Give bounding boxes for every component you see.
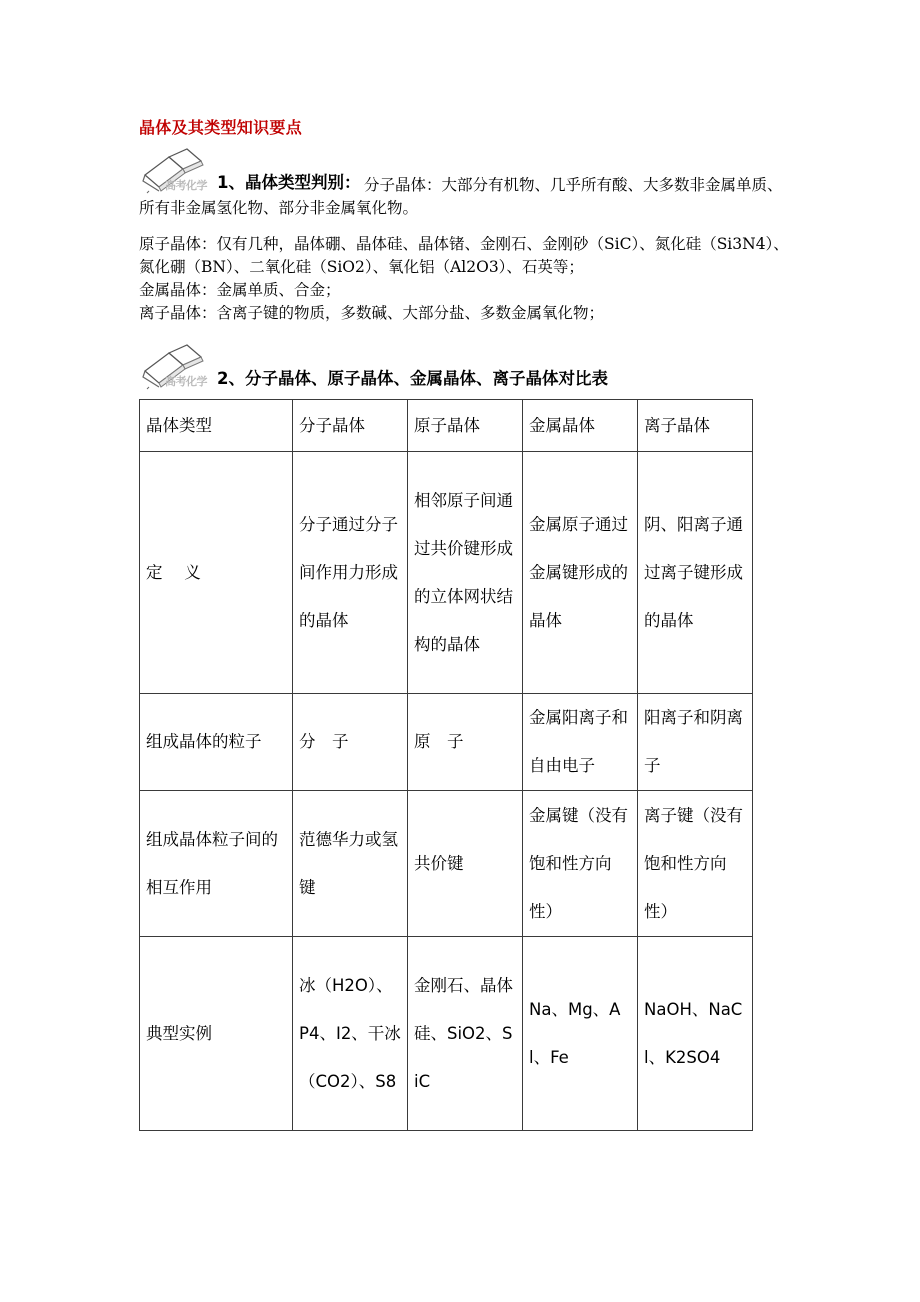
book-icon	[139, 341, 219, 391]
table-cell: NaOH、NaCl、K2SO4	[638, 937, 753, 1131]
table-cell: 金属原子通过金属键形成的晶体	[523, 452, 638, 694]
table-cell: 阴、阳离子通过离子键形成的晶体	[638, 452, 753, 694]
section-1-heading-label: 1、晶体类型判别：	[217, 173, 361, 192]
table-row	[140, 937, 753, 1131]
table-cell: 典型实例	[140, 937, 293, 1131]
table-cell: 相邻原子间通过共价键形成的立体网状结构的晶体	[408, 452, 523, 694]
table-header-cell: 晶体类型	[140, 400, 293, 452]
document-title: 晶体及其类型知识要点	[139, 118, 303, 137]
table-row	[140, 694, 753, 791]
table-cell: 阳离子和阴离子	[638, 694, 753, 791]
table-cell: 原 子	[408, 694, 523, 791]
table-header-cell: 分子晶体	[293, 400, 408, 452]
metallic-crystal-line: 金属晶体：金属单质、合金；	[139, 281, 341, 299]
table-cell: 组成晶体粒子间的相互作用	[140, 791, 293, 937]
section-2-heading-label: 2、分子晶体、原子晶体、金属晶体、离子晶体对比表	[217, 369, 608, 388]
table-header-row	[140, 400, 753, 452]
watermark-text: 高考化学	[165, 179, 207, 192]
table-cell: 共价键	[408, 791, 523, 937]
table-cell: 范德华力或氢键	[293, 791, 408, 937]
section-2-heading	[217, 369, 608, 389]
watermark-text: 高考化学	[165, 375, 207, 388]
section-2-heading-row	[139, 341, 608, 391]
table-cell: 分子通过分子间作用力形成的晶体	[293, 452, 408, 694]
table-cell: 组成晶体的粒子	[140, 694, 293, 791]
table-cell: 金属键（没有饱和性方向性）	[523, 791, 638, 937]
table-cell: 金属阳离子和自由电子	[523, 694, 638, 791]
table-header-cell: 金属晶体	[523, 400, 638, 452]
crystal-comparison-table	[139, 399, 753, 1131]
table-cell: 金刚石、晶体硅、SiO2、SiC	[408, 937, 523, 1131]
table-cell: 冰（H2O）、P4、I2、干冰（CO2）、S8	[293, 937, 408, 1131]
table-row	[140, 791, 753, 937]
table-cell: 分 子	[293, 694, 408, 791]
table-header-cell: 原子晶体	[408, 400, 523, 452]
table-cell: Na、Mg、Al、Fe	[523, 937, 638, 1131]
atomic-crystal-line: 原子晶体：仅有几种，晶体硼、晶体硅、晶体锗、金刚石、金刚砂（SiC）、氮化硅（Si3N4）、氮化硼（BN）、二氧化硅（SiO2）、氧化铝（Al2O3）、石英等；	[139, 235, 789, 276]
table-cell: 离子键（没有饱和性方向性）	[638, 791, 753, 937]
table-row	[140, 452, 753, 694]
molecular-crystal-line: 分子晶体：大部分有机物、几乎所有酸、大多数非金属单质、所有非金属氢化物、部分非金属氧化物。	[139, 176, 783, 217]
ionic-crystal-line: 离子晶体：含离子键的物质，多数碱、大部分盐、多数金属氧化物；	[139, 304, 605, 322]
table-cell: 定 义	[140, 452, 293, 694]
table-header-cell: 离子晶体	[638, 400, 753, 452]
